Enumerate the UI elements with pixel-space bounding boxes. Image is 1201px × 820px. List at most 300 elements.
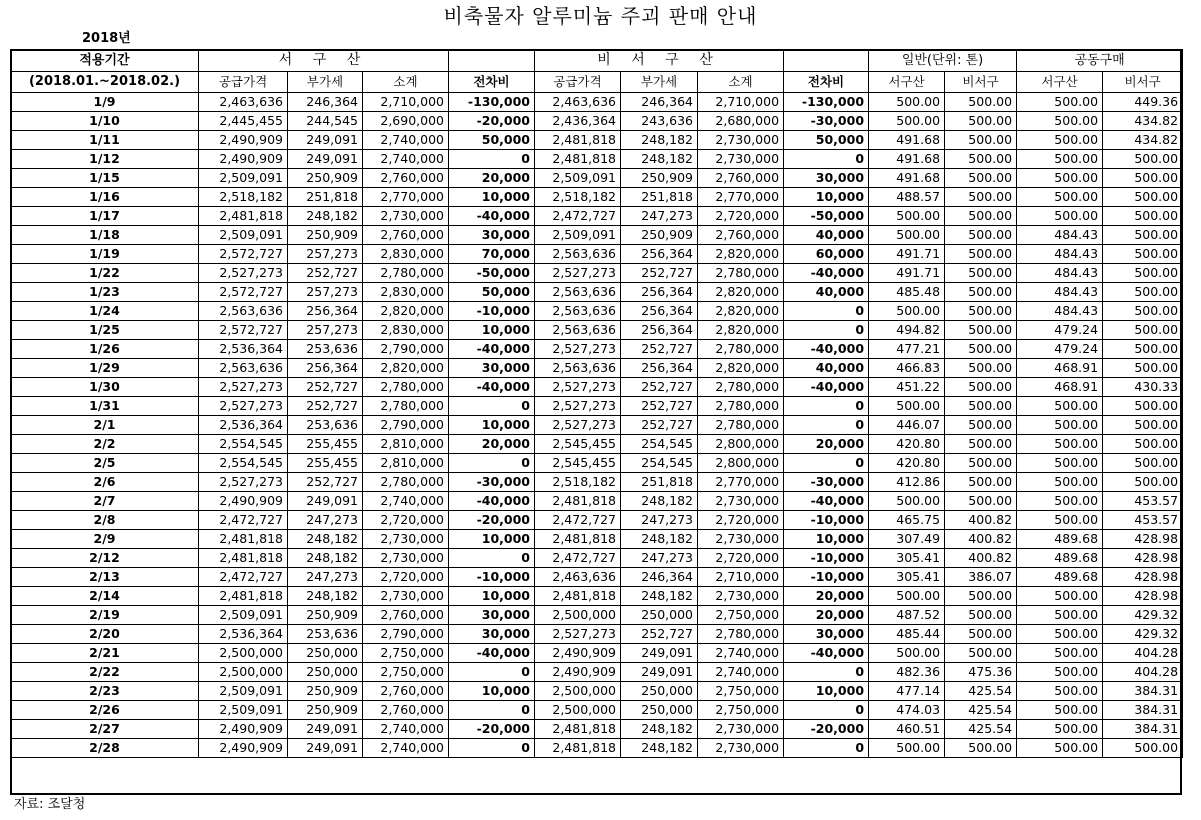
nonwest-total-cell: 2,680,000 — [698, 112, 784, 131]
general-nonwest-cell: 500.00 — [945, 169, 1017, 188]
table-row — [11, 112, 1183, 131]
west-vat-cell: 252,727 — [288, 397, 363, 416]
nonwest-supply-cell: 2,545,455 — [535, 454, 621, 473]
west-total-cell: 2,820,000 — [363, 359, 449, 378]
general-west-cell: 465.75 — [869, 511, 945, 530]
nonwest-vat-cell: 249,091 — [621, 644, 698, 663]
west-vat-cell: 249,091 — [288, 131, 363, 150]
west-vat-cell: 244,545 — [288, 112, 363, 131]
west-total-cell: 2,760,000 — [363, 701, 449, 720]
nonwest-diff-cell: 40,000 — [784, 283, 869, 302]
joint-nonwest-cell: 428.98 — [1103, 568, 1183, 587]
west-total-cell: 2,820,000 — [363, 302, 449, 321]
nonwest-total-cell: 2,760,000 — [698, 226, 784, 245]
joint-west-cell: 500.00 — [1017, 701, 1103, 720]
west-supply-cell: 2,472,727 — [199, 511, 288, 530]
west-supply-cell: 2,554,545 — [199, 454, 288, 473]
nonwest-diff-cell: -20,000 — [784, 720, 869, 739]
west-vat-cell: 255,455 — [288, 454, 363, 473]
nonwest-vat-cell: 247,273 — [621, 511, 698, 530]
nonwest-diff-cell: 0 — [784, 397, 869, 416]
joint-west-cell: 484.43 — [1017, 302, 1103, 321]
joint-nonwest-cell: 453.57 — [1103, 492, 1183, 511]
west-supply-cell: 2,563,636 — [199, 359, 288, 378]
nonwest-diff-cell: 30,000 — [784, 625, 869, 644]
joint-nonwest-cell: 500.00 — [1103, 435, 1183, 454]
nonwest-supply-cell: 2,518,182 — [535, 473, 621, 492]
west-supply-cell: 2,536,364 — [199, 340, 288, 359]
nonwest-diff-cell: 0 — [784, 302, 869, 321]
west-diff-cell: 0 — [449, 397, 535, 416]
west-supply-cell: 2,509,091 — [199, 682, 288, 701]
nonwest-total-cell: 2,730,000 — [698, 150, 784, 169]
date-cell: 1/22 — [11, 264, 199, 283]
west-vat-cell: 253,636 — [288, 625, 363, 644]
west-diff-cell: 70,000 — [449, 245, 535, 264]
date-cell: 1/19 — [11, 245, 199, 264]
nonwest-supply-cell: 2,527,273 — [535, 397, 621, 416]
nonwest-vat-cell: 254,545 — [621, 454, 698, 473]
joint-nonwest-cell: 500.00 — [1103, 416, 1183, 435]
west-vat-cell: 255,455 — [288, 435, 363, 454]
nonwest-supply-cell: 2,481,818 — [535, 720, 621, 739]
general-west-cell: 491.68 — [869, 169, 945, 188]
west-diff-cell: -10,000 — [449, 568, 535, 587]
west-diff-cell: 10,000 — [449, 188, 535, 207]
joint-nonwest-cell: 428.98 — [1103, 530, 1183, 549]
general-west-cell: 494.82 — [869, 321, 945, 340]
nonwest-diff-cell: -40,000 — [784, 264, 869, 283]
page-title: 비축물자 알루미늄 주괴 판매 안내 — [443, 4, 758, 28]
nonwest-vat-cell: 252,727 — [621, 625, 698, 644]
general-west-cell: 477.21 — [869, 340, 945, 359]
west-diff-cell: 10,000 — [449, 321, 535, 340]
west-diff-cell: -30,000 — [449, 473, 535, 492]
date-cell: 1/25 — [11, 321, 199, 340]
nonwest-supply-cell: 2,545,455 — [535, 435, 621, 454]
table-row — [11, 682, 1183, 701]
nonwest-total-cell: 2,750,000 — [698, 701, 784, 720]
nonwest-supply-cell: 2,463,636 — [535, 93, 621, 112]
west-diff-cell: 0 — [449, 150, 535, 169]
date-cell: 1/29 — [11, 359, 199, 378]
west-total-cell: 2,740,000 — [363, 739, 449, 758]
table-row — [11, 245, 1183, 264]
general-west-cell: 305.41 — [869, 549, 945, 568]
general-nonwest-cell: 500.00 — [945, 226, 1017, 245]
west-supply-header: 공급가격 — [199, 72, 288, 93]
nonwest-supply-cell: 2,527,273 — [535, 378, 621, 397]
joint-nonwest-cell: 500.00 — [1103, 302, 1183, 321]
joint-nonwest-cell: 500.00 — [1103, 207, 1183, 226]
joint-west-cell: 500.00 — [1017, 131, 1103, 150]
west-vat-cell: 256,364 — [288, 302, 363, 321]
general-nonwest-cell: 500.00 — [945, 321, 1017, 340]
west-total-cell: 2,810,000 — [363, 435, 449, 454]
nonwest-diff-cell: 0 — [784, 454, 869, 473]
west-total-cell: 2,760,000 — [363, 226, 449, 245]
nonwest-diff-cell: -50,000 — [784, 207, 869, 226]
joint-nonwest-cell: 404.28 — [1103, 644, 1183, 663]
west-diff-cell: 0 — [449, 701, 535, 720]
west-vat-cell: 249,091 — [288, 720, 363, 739]
date-cell: 2/5 — [11, 454, 199, 473]
west-diff-cell: 0 — [449, 454, 535, 473]
west-supply-cell: 2,500,000 — [199, 644, 288, 663]
nonwest-total-cell: 2,820,000 — [698, 359, 784, 378]
general-nonwest-cell: 475.36 — [945, 663, 1017, 682]
nonwest-total-cell: 2,780,000 — [698, 264, 784, 283]
west-supply-cell: 2,490,909 — [199, 150, 288, 169]
nonwest-diff-cell: -130,000 — [784, 93, 869, 112]
joint-nonwest-cell: 500.00 — [1103, 150, 1183, 169]
general-nonwest-cell: 500.00 — [945, 625, 1017, 644]
general-west-cell: 500.00 — [869, 112, 945, 131]
table-row — [11, 454, 1183, 473]
west-supply-cell: 2,572,727 — [199, 283, 288, 302]
date-cell: 1/31 — [11, 397, 199, 416]
west-total-cell: 2,780,000 — [363, 473, 449, 492]
west-supply-cell: 2,481,818 — [199, 587, 288, 606]
table-row — [11, 606, 1183, 625]
table-row — [11, 587, 1183, 606]
joint-west-cell: 500.00 — [1017, 93, 1103, 112]
joint-nonwest-cell: 500.00 — [1103, 169, 1183, 188]
nonwest-total-cell: 2,730,000 — [698, 530, 784, 549]
west-total-cell: 2,830,000 — [363, 245, 449, 264]
nonwest-supply-cell: 2,481,818 — [535, 131, 621, 150]
west-total-cell: 2,720,000 — [363, 511, 449, 530]
general-west-cell: 500.00 — [869, 492, 945, 511]
joint-west-cell: 500.00 — [1017, 416, 1103, 435]
nonwest-supply-cell: 2,481,818 — [535, 530, 621, 549]
west-total-cell: 2,710,000 — [363, 93, 449, 112]
table-row — [11, 131, 1183, 150]
west-supply-cell: 2,500,000 — [199, 663, 288, 682]
general-nonwest-cell: 500.00 — [945, 188, 1017, 207]
general-west-cell: 482.36 — [869, 663, 945, 682]
west-diff-cell: 30,000 — [449, 359, 535, 378]
nonwest-diff-cell: 20,000 — [784, 606, 869, 625]
general-nonwest-cell: 386.07 — [945, 568, 1017, 587]
west-vat-cell: 248,182 — [288, 207, 363, 226]
nonwest-supply-cell: 2,518,182 — [535, 188, 621, 207]
west-diff-cell: 30,000 — [449, 625, 535, 644]
nonwest-total-cell: 2,750,000 — [698, 606, 784, 625]
general-nonwest-cell: 500.00 — [945, 492, 1017, 511]
general-nonwest-cell: 425.54 — [945, 682, 1017, 701]
table-row — [11, 473, 1183, 492]
west-supply-cell: 2,445,455 — [199, 112, 288, 131]
nonwest-supply-cell: 2,472,727 — [535, 511, 621, 530]
general-nonwest-cell: 500.00 — [945, 131, 1017, 150]
general-west-header: 서구산 — [869, 72, 945, 93]
joint-nonwest-cell: 429.32 — [1103, 625, 1183, 644]
source-note: 자료: 조달청 — [14, 797, 86, 812]
west-vat-cell: 252,727 — [288, 264, 363, 283]
west-supply-cell: 2,572,727 — [199, 321, 288, 340]
nonwest-total-header: 소계 — [698, 72, 784, 93]
west-supply-cell: 2,509,091 — [199, 701, 288, 720]
joint-nonwest-cell: 500.00 — [1103, 245, 1183, 264]
general-west-cell: 488.57 — [869, 188, 945, 207]
nonwest-diff-cell: 40,000 — [784, 226, 869, 245]
joint-west-cell: 500.00 — [1017, 606, 1103, 625]
west-total-cell: 2,760,000 — [363, 169, 449, 188]
nonwest-total-cell: 2,710,000 — [698, 93, 784, 112]
nonwest-total-cell: 2,720,000 — [698, 207, 784, 226]
west-vat-cell: 252,727 — [288, 473, 363, 492]
general-west-cell: 446.07 — [869, 416, 945, 435]
west-diff-cell: -40,000 — [449, 207, 535, 226]
joint-west-cell: 479.24 — [1017, 321, 1103, 340]
west-vat-cell: 257,273 — [288, 245, 363, 264]
west-vat-cell: 250,909 — [288, 226, 363, 245]
date-cell: 1/18 — [11, 226, 199, 245]
west-total-cell: 2,780,000 — [363, 397, 449, 416]
west-vat-cell: 251,818 — [288, 188, 363, 207]
general-nonwest-cell: 500.00 — [945, 264, 1017, 283]
nonwest-total-cell: 2,720,000 — [698, 549, 784, 568]
nonwest-total-cell: 2,800,000 — [698, 454, 784, 473]
nonwest-diff-cell: 0 — [784, 663, 869, 682]
nonwest-vat-cell: 254,545 — [621, 435, 698, 454]
west-supply-cell: 2,527,273 — [199, 473, 288, 492]
general-west-cell: 307.49 — [869, 530, 945, 549]
joint-west-cell: 500.00 — [1017, 454, 1103, 473]
general-west-cell: 500.00 — [869, 587, 945, 606]
date-cell: 1/9 — [11, 93, 199, 112]
general-nonwest-cell: 500.00 — [945, 397, 1017, 416]
joint-west-cell: 479.24 — [1017, 340, 1103, 359]
west-supply-cell: 2,563,636 — [199, 302, 288, 321]
nonwest-vat-cell: 250,909 — [621, 169, 698, 188]
general-west-cell: 500.00 — [869, 644, 945, 663]
nonwest-vat-cell: 243,636 — [621, 112, 698, 131]
table-row — [11, 549, 1183, 568]
nonwest-diff-cell: 30,000 — [784, 169, 869, 188]
west-vat-cell: 250,909 — [288, 606, 363, 625]
joint-nonwest-cell: 429.32 — [1103, 606, 1183, 625]
west-vat-cell: 250,909 — [288, 682, 363, 701]
nonwest-vat-cell: 246,364 — [621, 93, 698, 112]
general-nonwest-cell: 500.00 — [945, 587, 1017, 606]
general-west-cell: 460.51 — [869, 720, 945, 739]
nonwest-supply-header: 공급가격 — [535, 72, 621, 93]
west-total-cell: 2,830,000 — [363, 283, 449, 302]
joint-nonwest-cell: 428.98 — [1103, 549, 1183, 568]
general-nonwest-cell: 500.00 — [945, 473, 1017, 492]
year-label: 2018년 — [82, 31, 131, 46]
table-row — [11, 739, 1183, 758]
joint-group-header: 공동구매 — [1017, 50, 1183, 72]
nonwest-total-cell: 2,770,000 — [698, 188, 784, 207]
west-diff-cell: -20,000 — [449, 112, 535, 131]
nonwest-supply-cell: 2,472,727 — [535, 549, 621, 568]
general-nonwest-cell: 500.00 — [945, 435, 1017, 454]
nonwest-total-cell: 2,820,000 — [698, 321, 784, 340]
west-supply-cell: 2,481,818 — [199, 207, 288, 226]
joint-nonwest-cell: 500.00 — [1103, 359, 1183, 378]
general-group-header: 일반(단위: 톤) — [869, 50, 1017, 72]
joint-west-cell: 484.43 — [1017, 283, 1103, 302]
joint-west-cell: 500.00 — [1017, 511, 1103, 530]
table-row — [11, 93, 1183, 112]
nonwest-vat-cell: 252,727 — [621, 340, 698, 359]
date-cell: 1/23 — [11, 283, 199, 302]
nonwest-vat-cell: 250,909 — [621, 226, 698, 245]
joint-nonwest-cell: 500.00 — [1103, 739, 1183, 758]
nonwest-diff-cell: 10,000 — [784, 682, 869, 701]
nonwest-vat-cell: 248,182 — [621, 739, 698, 758]
joint-west-cell: 500.00 — [1017, 397, 1103, 416]
west-supply-cell: 2,536,364 — [199, 625, 288, 644]
date-cell: 2/23 — [11, 682, 199, 701]
west-diff-cell: 0 — [449, 739, 535, 758]
nonwest-total-cell: 2,820,000 — [698, 302, 784, 321]
joint-nonwest-cell: 404.28 — [1103, 663, 1183, 682]
general-nonwest-header: 비서구 — [945, 72, 1017, 93]
nonwest-diff-cell: -30,000 — [784, 112, 869, 131]
joint-west-cell: 468.91 — [1017, 359, 1103, 378]
nonwest-total-cell: 2,730,000 — [698, 131, 784, 150]
table-row — [11, 188, 1183, 207]
joint-west-cell: 500.00 — [1017, 188, 1103, 207]
west-total-cell: 2,790,000 — [363, 416, 449, 435]
west-vat-cell: 246,364 — [288, 93, 363, 112]
date-cell: 2/27 — [11, 720, 199, 739]
nonwest-vat-cell: 256,364 — [621, 283, 698, 302]
table-row — [11, 207, 1183, 226]
nonwest-diff-cell: 10,000 — [784, 530, 869, 549]
joint-west-cell: 500.00 — [1017, 112, 1103, 131]
west-total-cell: 2,770,000 — [363, 188, 449, 207]
nonwest-diff-cell: 10,000 — [784, 188, 869, 207]
west-diff-cell: 20,000 — [449, 169, 535, 188]
date-cell: 2/19 — [11, 606, 199, 625]
nonwest-total-cell: 2,740,000 — [698, 644, 784, 663]
general-nonwest-cell: 500.00 — [945, 416, 1017, 435]
nonwest-supply-cell: 2,509,091 — [535, 226, 621, 245]
general-west-cell: 305.41 — [869, 568, 945, 587]
nonwest-supply-cell: 2,563,636 — [535, 283, 621, 302]
general-west-cell: 491.71 — [869, 264, 945, 283]
nonwest-supply-cell: 2,481,818 — [535, 739, 621, 758]
nonwest-supply-cell: 2,500,000 — [535, 606, 621, 625]
table-row — [11, 701, 1183, 720]
period-header: 적용기간 — [11, 50, 199, 72]
joint-nonwest-cell: 384.31 — [1103, 682, 1183, 701]
nonwest-vat-cell: 250,000 — [621, 682, 698, 701]
general-nonwest-cell: 500.00 — [945, 454, 1017, 473]
table-row — [11, 625, 1183, 644]
nonwest-total-cell: 2,780,000 — [698, 340, 784, 359]
general-nonwest-cell: 500.00 — [945, 644, 1017, 663]
general-nonwest-cell: 500.00 — [945, 93, 1017, 112]
nonwest-supply-cell: 2,527,273 — [535, 264, 621, 283]
table-row — [11, 283, 1183, 302]
nonwest-total-cell: 2,710,000 — [698, 568, 784, 587]
west-total-cell: 2,730,000 — [363, 207, 449, 226]
date-cell: 2/9 — [11, 530, 199, 549]
west-vat-cell: 250,000 — [288, 663, 363, 682]
nonwest-vat-cell: 248,182 — [621, 131, 698, 150]
joint-west-cell: 484.43 — [1017, 245, 1103, 264]
nonwest-diff-spacer — [784, 50, 869, 72]
west-total-cell: 2,790,000 — [363, 340, 449, 359]
nonwest-total-cell: 2,760,000 — [698, 169, 784, 188]
west-vat-cell: 248,182 — [288, 587, 363, 606]
joint-nonwest-cell: 384.31 — [1103, 720, 1183, 739]
west-supply-cell: 2,509,091 — [199, 226, 288, 245]
west-diff-cell: 50,000 — [449, 283, 535, 302]
nonwest-diff-cell: 20,000 — [784, 587, 869, 606]
nonwest-vat-cell: 248,182 — [621, 587, 698, 606]
west-supply-cell: 2,481,818 — [199, 530, 288, 549]
joint-west-header: 서구산 — [1017, 72, 1103, 93]
joint-nonwest-cell: 500.00 — [1103, 264, 1183, 283]
west-supply-cell: 2,490,909 — [199, 131, 288, 150]
price-table — [10, 49, 1183, 758]
west-vat-cell: 252,727 — [288, 378, 363, 397]
west-total-cell: 2,750,000 — [363, 663, 449, 682]
joint-west-cell: 489.68 — [1017, 568, 1103, 587]
joint-west-cell: 489.68 — [1017, 549, 1103, 568]
west-diff-cell: -10,000 — [449, 302, 535, 321]
joint-nonwest-cell: 453.57 — [1103, 511, 1183, 530]
table-row — [11, 321, 1183, 340]
joint-nonwest-cell: 500.00 — [1103, 188, 1183, 207]
joint-nonwest-cell: 500.00 — [1103, 226, 1183, 245]
west-total-cell: 2,730,000 — [363, 549, 449, 568]
nonwest-supply-cell: 2,481,818 — [535, 150, 621, 169]
table-row — [11, 663, 1183, 682]
nonwest-vat-cell: 246,364 — [621, 568, 698, 587]
table-row — [11, 530, 1183, 549]
date-cell: 1/30 — [11, 378, 199, 397]
nonwest-vat-cell: 251,818 — [621, 188, 698, 207]
nonwest-total-cell: 2,800,000 — [698, 435, 784, 454]
nonwest-diff-cell: 0 — [784, 150, 869, 169]
nonwest-diff-cell: 0 — [784, 416, 869, 435]
date-cell: 2/13 — [11, 568, 199, 587]
west-vat-cell: 249,091 — [288, 150, 363, 169]
west-diff-cell: -130,000 — [449, 93, 535, 112]
west-diff-cell: -40,000 — [449, 340, 535, 359]
nonwest-total-cell: 2,780,000 — [698, 625, 784, 644]
table-row — [11, 568, 1183, 587]
nonwest-total-cell: 2,820,000 — [698, 245, 784, 264]
general-nonwest-cell: 400.82 — [945, 530, 1017, 549]
west-supply-cell: 2,490,909 — [199, 720, 288, 739]
west-supply-cell: 2,490,909 — [199, 492, 288, 511]
joint-west-cell: 500.00 — [1017, 150, 1103, 169]
general-nonwest-cell: 400.82 — [945, 549, 1017, 568]
west-vat-cell: 253,636 — [288, 340, 363, 359]
nonwest-total-cell: 2,730,000 — [698, 492, 784, 511]
nonwest-vat-cell: 256,364 — [621, 359, 698, 378]
nonwest-vat-cell: 256,364 — [621, 321, 698, 340]
nonwest-supply-cell: 2,500,000 — [535, 701, 621, 720]
west-vat-cell: 247,273 — [288, 568, 363, 587]
general-west-cell: 474.03 — [869, 701, 945, 720]
west-vat-cell: 250,909 — [288, 169, 363, 188]
nonwest-supply-cell: 2,463,636 — [535, 568, 621, 587]
west-diff-cell: -20,000 — [449, 720, 535, 739]
nonwest-vat-cell: 248,182 — [621, 492, 698, 511]
nonwest-vat-cell: 256,364 — [621, 302, 698, 321]
general-west-cell: 500.00 — [869, 739, 945, 758]
